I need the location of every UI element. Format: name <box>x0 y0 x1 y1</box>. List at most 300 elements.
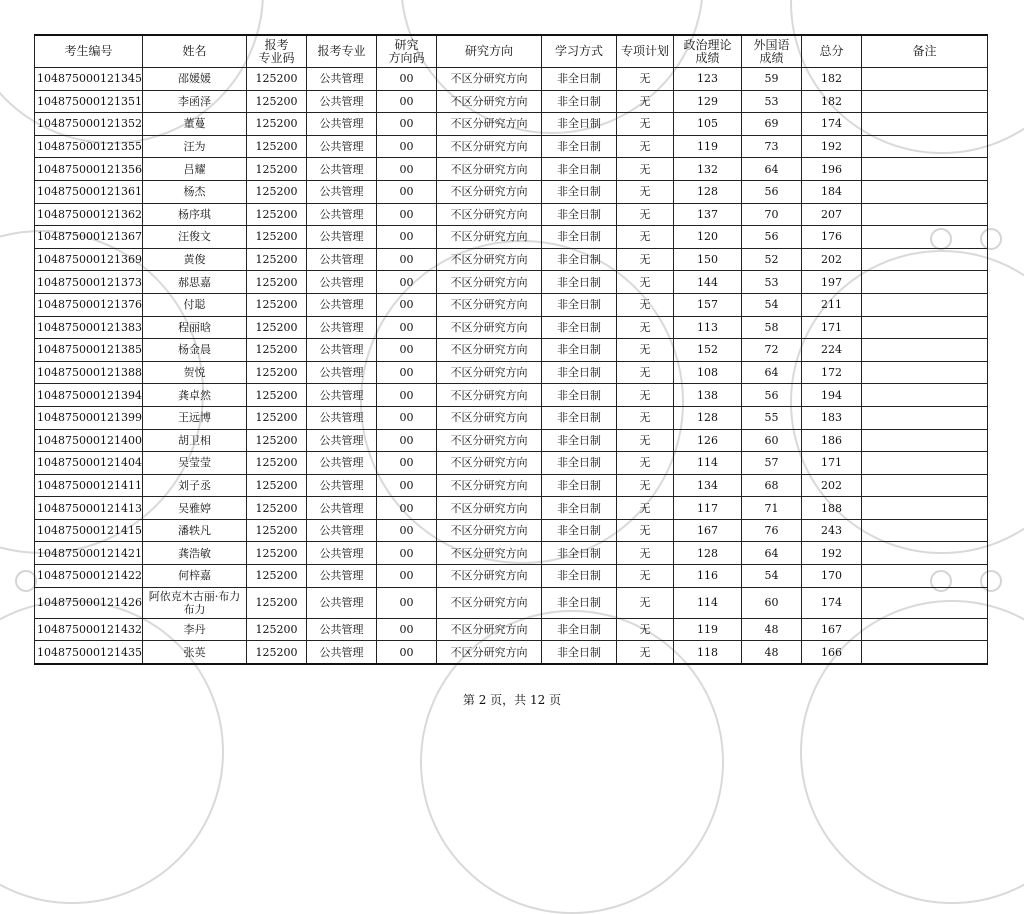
language-score-cell: 73 <box>742 135 802 158</box>
total-score-cell: 207 <box>802 203 862 226</box>
politics-score-cell: 117 <box>674 497 742 520</box>
candidate-id-cell: 104875000121373 <box>35 271 143 294</box>
research-direction-cell: 不区分研究方向 <box>437 158 542 181</box>
major-name-cell: 公共管理 <box>307 226 377 249</box>
politics-score-cell: 144 <box>674 271 742 294</box>
major-name-cell: 公共管理 <box>307 316 377 339</box>
major-name-cell: 公共管理 <box>307 339 377 362</box>
language-score-cell: 52 <box>742 248 802 271</box>
candidate-id-cell: 104875000121383 <box>35 316 143 339</box>
direction-code-cell: 00 <box>377 618 437 641</box>
research-direction-cell: 不区分研究方向 <box>437 113 542 136</box>
research-direction-cell: 不区分研究方向 <box>437 361 542 384</box>
special-plan-cell: 无 <box>617 203 674 226</box>
note-cell <box>862 135 988 158</box>
special-plan-cell: 无 <box>617 113 674 136</box>
note-cell <box>862 406 988 429</box>
candidate-id-cell: 104875000121385 <box>35 339 143 362</box>
major-name-cell: 公共管理 <box>307 271 377 294</box>
candidate-id-cell: 104875000121435 <box>35 641 143 664</box>
candidate-id-cell: 104875000121394 <box>35 384 143 407</box>
direction-code-cell: 00 <box>377 180 437 203</box>
total-score-cell: 224 <box>802 339 862 362</box>
direction-code-cell: 00 <box>377 158 437 181</box>
candidate-name-cell: 潘轶凡 <box>143 519 247 542</box>
major-name-cell: 公共管理 <box>307 361 377 384</box>
politics-score-cell: 123 <box>674 68 742 91</box>
candidate-name-cell: 吕耀 <box>143 158 247 181</box>
direction-code-cell: 00 <box>377 452 437 475</box>
table-row <box>35 384 988 407</box>
special-plan-cell: 无 <box>617 452 674 475</box>
note-cell <box>862 226 988 249</box>
language-score-cell: 64 <box>742 158 802 181</box>
total-score-cell: 172 <box>802 361 862 384</box>
header-id: 考生编号 <box>35 35 143 68</box>
special-plan-cell: 无 <box>617 429 674 452</box>
research-direction-cell: 不区分研究方向 <box>437 641 542 664</box>
language-score-cell: 56 <box>742 180 802 203</box>
table-row <box>35 90 988 113</box>
research-direction-cell: 不区分研究方向 <box>437 90 542 113</box>
candidate-id-cell: 104875000121421 <box>35 542 143 565</box>
major-name-cell: 公共管理 <box>307 135 377 158</box>
note-cell <box>862 429 988 452</box>
candidate-name-cell: 付聪 <box>143 293 247 316</box>
politics-score-cell: 116 <box>674 565 742 588</box>
study-mode-cell: 非全日制 <box>542 339 617 362</box>
major-name-cell: 公共管理 <box>307 587 377 618</box>
major-name-cell: 公共管理 <box>307 519 377 542</box>
language-score-cell: 72 <box>742 339 802 362</box>
candidate-id-cell: 104875000121422 <box>35 565 143 588</box>
language-score-cell: 53 <box>742 271 802 294</box>
language-score-cell: 59 <box>742 68 802 91</box>
language-score-cell: 64 <box>742 542 802 565</box>
politics-score-cell: 108 <box>674 361 742 384</box>
research-direction-cell: 不区分研究方向 <box>437 68 542 91</box>
study-mode-cell: 非全日制 <box>542 384 617 407</box>
header-politics <box>674 35 742 68</box>
special-plan-cell: 无 <box>617 406 674 429</box>
study-mode-cell: 非全日制 <box>542 113 617 136</box>
table-row <box>35 452 988 475</box>
total-score-cell: 197 <box>802 271 862 294</box>
language-score-cell: 54 <box>742 565 802 588</box>
major-name-cell: 公共管理 <box>307 618 377 641</box>
special-plan-cell: 无 <box>617 293 674 316</box>
major-name-cell: 公共管理 <box>307 180 377 203</box>
research-direction-cell: 不区分研究方向 <box>437 497 542 520</box>
direction-code-cell: 00 <box>377 293 437 316</box>
major-code-cell: 125200 <box>247 90 307 113</box>
candidate-id-cell: 104875000121411 <box>35 474 143 497</box>
note-cell <box>862 248 988 271</box>
direction-code-cell: 00 <box>377 587 437 618</box>
major-code-cell: 125200 <box>247 542 307 565</box>
language-score-cell: 60 <box>742 587 802 618</box>
candidate-id-cell: 104875000121432 <box>35 618 143 641</box>
note-cell <box>862 384 988 407</box>
table-row <box>35 519 988 542</box>
politics-score-cell: 152 <box>674 339 742 362</box>
research-direction-cell: 不区分研究方向 <box>437 406 542 429</box>
special-plan-cell: 无 <box>617 384 674 407</box>
total-score-cell: 184 <box>802 180 862 203</box>
major-code-cell: 125200 <box>247 271 307 294</box>
study-mode-cell: 非全日制 <box>542 406 617 429</box>
total-score-cell: 243 <box>802 519 862 542</box>
major-name-cell: 公共管理 <box>307 429 377 452</box>
candidate-name-cell: 何梓嘉 <box>143 565 247 588</box>
candidate-name-cell: 吴莹莹 <box>143 452 247 475</box>
table-body <box>35 68 988 664</box>
candidate-name-cell: 阿依克木古丽·布力布力 <box>143 587 247 618</box>
politics-score-cell: 126 <box>674 429 742 452</box>
research-direction-cell: 不区分研究方向 <box>437 452 542 475</box>
direction-code-cell: 00 <box>377 474 437 497</box>
header-major: 报考专业 <box>307 35 377 68</box>
direction-code-cell: 00 <box>377 339 437 362</box>
special-plan-cell: 无 <box>617 180 674 203</box>
table-row <box>35 565 988 588</box>
header-special-plan: 专项计划 <box>617 35 674 68</box>
table-row <box>35 271 988 294</box>
research-direction-cell: 不区分研究方向 <box>437 180 542 203</box>
total-score-cell: 166 <box>802 641 862 664</box>
candidate-name-cell: 董蔓 <box>143 113 247 136</box>
language-score-cell: 71 <box>742 497 802 520</box>
header-language <box>742 35 802 68</box>
header-name: 姓名 <box>143 35 247 68</box>
total-score-cell: 171 <box>802 452 862 475</box>
politics-score-cell: 134 <box>674 474 742 497</box>
candidate-id-cell: 104875000121415 <box>35 519 143 542</box>
special-plan-cell: 无 <box>617 474 674 497</box>
politics-score-cell: 114 <box>674 587 742 618</box>
candidate-name-cell: 黄俊 <box>143 248 247 271</box>
language-score-cell: 53 <box>742 90 802 113</box>
politics-score-cell: 167 <box>674 519 742 542</box>
language-score-cell: 54 <box>742 293 802 316</box>
candidate-name-cell: 邵媛媛 <box>143 68 247 91</box>
research-direction-cell: 不区分研究方向 <box>437 429 542 452</box>
special-plan-cell: 无 <box>617 542 674 565</box>
total-score-cell: 171 <box>802 316 862 339</box>
major-code-cell: 125200 <box>247 158 307 181</box>
direction-code-cell: 00 <box>377 113 437 136</box>
note-cell <box>862 452 988 475</box>
major-code-cell: 125200 <box>247 316 307 339</box>
total-score-cell: 183 <box>802 406 862 429</box>
major-name-cell: 公共管理 <box>307 452 377 475</box>
candidate-name-cell: 郝思嘉 <box>143 271 247 294</box>
research-direction-cell: 不区分研究方向 <box>437 565 542 588</box>
direction-code-cell: 00 <box>377 68 437 91</box>
major-name-cell: 公共管理 <box>307 406 377 429</box>
total-score-cell: 174 <box>802 587 862 618</box>
special-plan-cell: 无 <box>617 565 674 588</box>
study-mode-cell: 非全日制 <box>542 180 617 203</box>
header-note: 备注 <box>862 35 988 68</box>
total-score-cell: 194 <box>802 384 862 407</box>
major-name-cell: 公共管理 <box>307 248 377 271</box>
candidate-id-cell: 104875000121367 <box>35 226 143 249</box>
table-row <box>35 248 988 271</box>
candidate-name-cell: 杨序琪 <box>143 203 247 226</box>
candidate-name-cell: 刘子丞 <box>143 474 247 497</box>
table-row <box>35 316 988 339</box>
candidate-id-cell: 104875000121426 <box>35 587 143 618</box>
study-mode-cell: 非全日制 <box>542 316 617 339</box>
study-mode-cell: 非全日制 <box>542 158 617 181</box>
direction-code-cell: 00 <box>377 248 437 271</box>
major-code-cell: 125200 <box>247 361 307 384</box>
table-row <box>35 339 988 362</box>
candidate-id-cell: 104875000121413 <box>35 497 143 520</box>
table-row <box>35 68 988 91</box>
research-direction-cell: 不区分研究方向 <box>437 587 542 618</box>
candidate-name-cell: 杨金晨 <box>143 339 247 362</box>
note-cell <box>862 339 988 362</box>
total-score-cell: 170 <box>802 565 862 588</box>
study-mode-cell: 非全日制 <box>542 497 617 520</box>
research-direction-cell: 不区分研究方向 <box>437 316 542 339</box>
major-code-cell: 125200 <box>247 429 307 452</box>
header-politics-line2: 成绩 <box>695 50 720 65</box>
major-code-cell: 125200 <box>247 226 307 249</box>
major-code-cell: 125200 <box>247 406 307 429</box>
research-direction-cell: 不区分研究方向 <box>437 203 542 226</box>
language-score-cell: 64 <box>742 361 802 384</box>
total-score-cell: 211 <box>802 293 862 316</box>
candidate-id-cell: 104875000121361 <box>35 180 143 203</box>
direction-code-cell: 00 <box>377 519 437 542</box>
total-score-cell: 182 <box>802 90 862 113</box>
table-row <box>35 293 988 316</box>
study-mode-cell: 非全日制 <box>542 361 617 384</box>
table-row <box>35 497 988 520</box>
politics-score-cell: 119 <box>674 135 742 158</box>
total-score-cell: 196 <box>802 158 862 181</box>
note-cell <box>862 618 988 641</box>
study-mode-cell: 非全日制 <box>542 474 617 497</box>
candidate-name-cell: 程丽晗 <box>143 316 247 339</box>
politics-score-cell: 114 <box>674 452 742 475</box>
candidate-id-cell: 104875000121362 <box>35 203 143 226</box>
politics-score-cell: 150 <box>674 248 742 271</box>
study-mode-cell: 非全日制 <box>542 587 617 618</box>
study-mode-cell: 非全日制 <box>542 641 617 664</box>
study-mode-cell: 非全日制 <box>542 68 617 91</box>
major-name-cell: 公共管理 <box>307 497 377 520</box>
major-code-cell: 125200 <box>247 565 307 588</box>
direction-code-cell: 00 <box>377 90 437 113</box>
study-mode-cell: 非全日制 <box>542 271 617 294</box>
candidate-id-cell: 104875000121376 <box>35 293 143 316</box>
table-header-row <box>35 35 988 68</box>
major-name-cell: 公共管理 <box>307 113 377 136</box>
header-direction: 研究方向 <box>437 35 542 68</box>
politics-score-cell: 137 <box>674 203 742 226</box>
candidate-name-cell: 杨杰 <box>143 180 247 203</box>
direction-code-cell: 00 <box>377 361 437 384</box>
major-code-cell: 125200 <box>247 339 307 362</box>
candidate-table <box>34 34 988 665</box>
table-row <box>35 361 988 384</box>
header-language-line1: 外国语 <box>753 37 790 52</box>
language-score-cell: 60 <box>742 429 802 452</box>
research-direction-cell: 不区分研究方向 <box>437 474 542 497</box>
research-direction-cell: 不区分研究方向 <box>437 618 542 641</box>
major-code-cell: 125200 <box>247 180 307 203</box>
study-mode-cell: 非全日制 <box>542 226 617 249</box>
candidate-name-cell: 贺悦 <box>143 361 247 384</box>
special-plan-cell: 无 <box>617 158 674 181</box>
note-cell <box>862 565 988 588</box>
direction-code-cell: 00 <box>377 429 437 452</box>
major-name-cell: 公共管理 <box>307 203 377 226</box>
direction-code-cell: 00 <box>377 203 437 226</box>
special-plan-cell: 无 <box>617 248 674 271</box>
politics-score-cell: 120 <box>674 226 742 249</box>
major-name-cell: 公共管理 <box>307 542 377 565</box>
candidate-name-cell: 龚浩敏 <box>143 542 247 565</box>
politics-score-cell: 118 <box>674 641 742 664</box>
total-score-cell: 192 <box>802 542 862 565</box>
special-plan-cell: 无 <box>617 519 674 542</box>
politics-score-cell: 128 <box>674 180 742 203</box>
major-code-cell: 125200 <box>247 384 307 407</box>
special-plan-cell: 无 <box>617 497 674 520</box>
table-row <box>35 203 988 226</box>
major-name-cell: 公共管理 <box>307 68 377 91</box>
table-row <box>35 180 988 203</box>
study-mode-cell: 非全日制 <box>542 429 617 452</box>
special-plan-cell: 无 <box>617 316 674 339</box>
candidate-name-cell: 李丹 <box>143 618 247 641</box>
language-score-cell: 68 <box>742 474 802 497</box>
candidate-name-cell: 汪俊文 <box>143 226 247 249</box>
language-score-cell: 56 <box>742 226 802 249</box>
table-row <box>35 113 988 136</box>
header-major-code-line1: 报考 <box>264 37 289 52</box>
direction-code-cell: 00 <box>377 565 437 588</box>
direction-code-cell: 00 <box>377 384 437 407</box>
research-direction-cell: 不区分研究方向 <box>437 271 542 294</box>
major-code-cell: 125200 <box>247 474 307 497</box>
language-score-cell: 56 <box>742 384 802 407</box>
special-plan-cell: 无 <box>617 271 674 294</box>
candidate-id-cell: 104875000121399 <box>35 406 143 429</box>
note-cell <box>862 587 988 618</box>
research-direction-cell: 不区分研究方向 <box>437 293 542 316</box>
direction-code-cell: 00 <box>377 406 437 429</box>
direction-code-cell: 00 <box>377 497 437 520</box>
total-score-cell: 202 <box>802 474 862 497</box>
politics-score-cell: 105 <box>674 113 742 136</box>
major-code-cell: 125200 <box>247 293 307 316</box>
note-cell <box>862 361 988 384</box>
major-code-cell: 125200 <box>247 452 307 475</box>
table-row <box>35 542 988 565</box>
candidate-id-cell: 104875000121355 <box>35 135 143 158</box>
special-plan-cell: 无 <box>617 618 674 641</box>
header-direction-code <box>377 35 437 68</box>
special-plan-cell: 无 <box>617 90 674 113</box>
study-mode-cell: 非全日制 <box>542 618 617 641</box>
note-cell <box>862 542 988 565</box>
total-score-cell: 202 <box>802 248 862 271</box>
major-name-cell: 公共管理 <box>307 90 377 113</box>
special-plan-cell: 无 <box>617 226 674 249</box>
special-plan-cell: 无 <box>617 68 674 91</box>
research-direction-cell: 不区分研究方向 <box>437 384 542 407</box>
header-direction-code-line2: 方向码 <box>388 50 425 65</box>
direction-code-cell: 00 <box>377 641 437 664</box>
table-row <box>35 618 988 641</box>
table-row <box>35 641 988 664</box>
candidate-id-cell: 104875000121369 <box>35 248 143 271</box>
table-row <box>35 406 988 429</box>
direction-code-cell: 00 <box>377 542 437 565</box>
study-mode-cell: 非全日制 <box>542 293 617 316</box>
page-footer: 第 2 页，共 12 页 <box>462 693 562 707</box>
major-code-cell: 125200 <box>247 113 307 136</box>
note-cell <box>862 474 988 497</box>
candidate-id-cell: 104875000121352 <box>35 113 143 136</box>
special-plan-cell: 无 <box>617 361 674 384</box>
special-plan-cell: 无 <box>617 135 674 158</box>
research-direction-cell: 不区分研究方向 <box>437 542 542 565</box>
header-study-mode: 学习方式 <box>542 35 617 68</box>
candidate-name-cell: 张英 <box>143 641 247 664</box>
major-code-cell: 125200 <box>247 203 307 226</box>
study-mode-cell: 非全日制 <box>542 565 617 588</box>
politics-score-cell: 128 <box>674 406 742 429</box>
major-code-cell: 125200 <box>247 248 307 271</box>
study-mode-cell: 非全日制 <box>542 248 617 271</box>
candidate-name-cell: 李函泽 <box>143 90 247 113</box>
direction-code-cell: 00 <box>377 135 437 158</box>
candidate-name-cell: 胡卫相 <box>143 429 247 452</box>
table-row <box>35 474 988 497</box>
special-plan-cell: 无 <box>617 339 674 362</box>
language-score-cell: 48 <box>742 618 802 641</box>
study-mode-cell: 非全日制 <box>542 90 617 113</box>
major-name-cell: 公共管理 <box>307 474 377 497</box>
header-language-line2: 成绩 <box>759 50 784 65</box>
language-score-cell: 58 <box>742 316 802 339</box>
total-score-cell: 188 <box>802 497 862 520</box>
politics-score-cell: 119 <box>674 618 742 641</box>
research-direction-cell: 不区分研究方向 <box>437 248 542 271</box>
header-total: 总分 <box>802 35 862 68</box>
candidate-id-cell: 104875000121351 <box>35 90 143 113</box>
major-name-cell: 公共管理 <box>307 293 377 316</box>
note-cell <box>862 203 988 226</box>
total-score-cell: 182 <box>802 68 862 91</box>
research-direction-cell: 不区分研究方向 <box>437 519 542 542</box>
header-direction-code-line1: 研究 <box>394 37 419 52</box>
candidate-name-cell: 汪为 <box>143 135 247 158</box>
study-mode-cell: 非全日制 <box>542 203 617 226</box>
candidate-id-cell: 104875000121404 <box>35 452 143 475</box>
candidate-name-cell: 吴雅婷 <box>143 497 247 520</box>
table-row <box>35 158 988 181</box>
major-name-cell: 公共管理 <box>307 565 377 588</box>
language-score-cell: 55 <box>742 406 802 429</box>
